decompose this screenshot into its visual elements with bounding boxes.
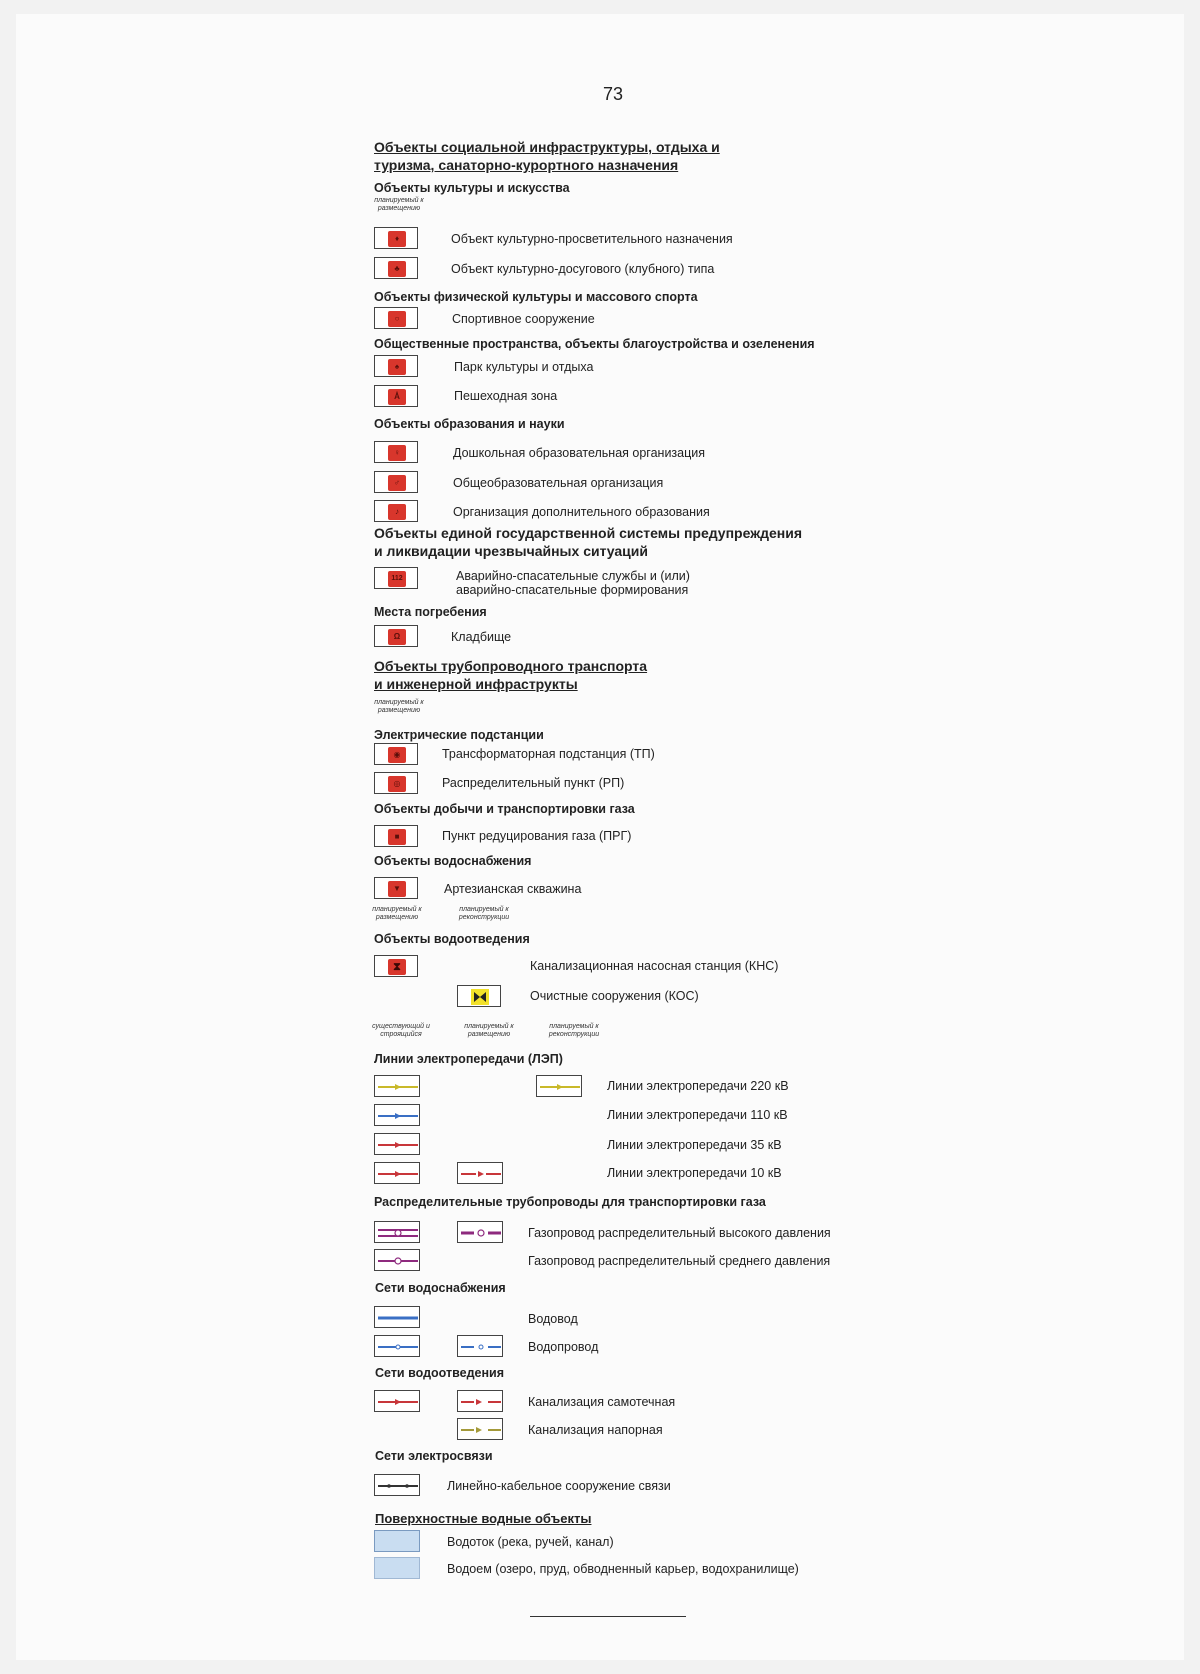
- legend-label: Линии электропередачи 220 кВ: [607, 1079, 789, 1093]
- legend-label: Газопровод распределительный среднего давления: [528, 1254, 831, 1268]
- artesian-well-marker: [374, 877, 418, 899]
- preschool-icon: ♀: [388, 445, 406, 461]
- school-icon: ♂: [388, 475, 406, 491]
- telecom-cable-symbol: [374, 1474, 420, 1496]
- water-pipe-planned-symbol: [457, 1335, 503, 1357]
- section-title-line: и инженерной инфраструкты: [374, 676, 578, 692]
- sport-heading: Объекты физической культуры и массового спорта: [374, 290, 698, 304]
- emergency-marker: [374, 567, 418, 589]
- sewerage-heading: Сети водоотведения: [375, 1366, 504, 1380]
- public-spaces-heading: Общественные пространства, объекты благоустройства и озеленения: [374, 337, 815, 351]
- heading-line: Объекты единой государственной системы предупреждения: [374, 525, 803, 541]
- transformer-substation-marker: [374, 743, 418, 765]
- legend-label: Газопровод распределительный высокого давления: [528, 1226, 831, 1240]
- legend-label: Пешеходная зона: [454, 389, 558, 403]
- gas-point-icon: ■: [388, 829, 406, 845]
- preschool-marker: [374, 441, 418, 463]
- heading-line: и ликвидации чрезвычайных ситуаций: [374, 543, 648, 559]
- water-main-symbol: [374, 1306, 420, 1328]
- section-title-line: Объекты трубопроводного транспорта: [374, 658, 648, 674]
- legend-label: Объект культурно-просветительного назначения: [451, 232, 733, 246]
- legend-label: Линии электропередачи 35 кВ: [607, 1138, 782, 1152]
- gas-high-pressure-planned-symbol: [457, 1221, 503, 1243]
- extra-education-icon: ♪: [388, 504, 406, 520]
- legend-label: Объект культурно-досугового (клубного) типа: [451, 262, 715, 276]
- surface-water-title: Поверхностные водные объекты: [375, 1511, 592, 1526]
- note-reconstruct: планируемый к реконструкции: [458, 906, 510, 921]
- power-220-reconstruct-symbol: [536, 1075, 582, 1097]
- gas-pipelines-heading: Распределительные трубопроводы для транспортировки газа: [374, 1195, 766, 1209]
- education-heading: Объекты образования и науки: [374, 417, 565, 431]
- section-title-line: Объекты социальной инфраструктуры, отдыха и: [374, 139, 720, 155]
- cemetery-marker: [374, 625, 418, 647]
- well-icon: ▼: [388, 881, 406, 897]
- treatment-icon: [471, 989, 489, 1005]
- legend-label: Канализация самотечная: [528, 1395, 676, 1409]
- legend-label: Спортивное сооружение: [452, 312, 595, 326]
- burial-heading: Места погребения: [374, 605, 487, 619]
- legend-label: Водоем (озеро, пруд, обводненный карьер, водохранилище): [447, 1562, 799, 1576]
- culture-education-marker: [374, 227, 418, 249]
- legend-label: Артезианская скважина: [444, 882, 582, 896]
- legend-label: Очистные сооружения (КОС): [530, 989, 699, 1003]
- legend-label: Канализационная насосная станция (КНС): [530, 959, 779, 973]
- distribution-point-marker: [374, 772, 418, 794]
- water-pipe-existing-symbol: [374, 1335, 420, 1357]
- sport-icon: ○: [388, 311, 406, 327]
- gas-medium-pressure-symbol: [374, 1249, 420, 1271]
- water-body-symbol: [374, 1557, 420, 1579]
- gas-heading: Объекты добычи и транспортировки газа: [374, 802, 635, 816]
- power-110-existing-symbol: [374, 1104, 420, 1126]
- sewer-objects-heading: Объекты водоотведения: [374, 932, 530, 946]
- park-marker: [374, 355, 418, 377]
- legend-label: Общеобразовательная организация: [453, 476, 664, 490]
- legend-label: [456, 569, 690, 597]
- legend-label: Линии электропередачи 10 кВ: [607, 1166, 782, 1180]
- water-supply-heading: Сети водоснабжения: [375, 1281, 506, 1295]
- treatment-facility-marker: [457, 985, 501, 1007]
- legend-label: Трансформаторная подстанция (ТП): [442, 747, 655, 761]
- legend-label: Организация дополнительного образования: [453, 505, 710, 519]
- school-marker: [374, 471, 418, 493]
- note-planned: планируемый к размещению: [374, 197, 424, 212]
- label-line: Аварийно-спасательные службы и (или): [456, 569, 690, 583]
- footer-rule: [530, 1616, 686, 1617]
- cemetery-icon: Ω: [388, 629, 406, 645]
- watercourse-symbol: [374, 1530, 420, 1552]
- bowtie-icon: [471, 989, 489, 1005]
- legend-label: Распределительный пункт (РП): [442, 776, 625, 790]
- park-icon: ♠: [388, 359, 406, 375]
- pedestrian-icon: Å: [388, 389, 406, 405]
- section-title-engineering: [374, 657, 647, 693]
- culture-club-marker: [374, 257, 418, 279]
- note-planned: планируемый к размещению: [374, 699, 424, 714]
- power-35-existing-symbol: [374, 1133, 420, 1155]
- note-planned: планируемый к размещению: [372, 906, 422, 921]
- legend-label: Парк культуры и отдыха: [454, 360, 594, 374]
- note-existing: существующий и строящийся: [372, 1023, 430, 1038]
- legend-label: Водоток (река, ручей, канал): [447, 1535, 614, 1549]
- page-number: 73: [603, 84, 624, 104]
- legend-label: Пункт редуцирования газа (ПРГ): [442, 829, 632, 843]
- water-objects-heading: Объекты водоснабжения: [374, 854, 532, 868]
- legend-label: Водопровод: [528, 1340, 599, 1354]
- power-10-existing-symbol: [374, 1162, 420, 1184]
- sport-marker: [374, 307, 418, 329]
- power-220-existing-symbol: [374, 1075, 420, 1097]
- gas-high-pressure-existing-symbol: [374, 1221, 420, 1243]
- legend-label: Канализация напорная: [528, 1423, 663, 1437]
- substations-heading: Электрические подстанции: [374, 728, 544, 742]
- culture-icon: ♦: [388, 231, 406, 247]
- culture-heading: Объекты культуры и искусства: [374, 181, 570, 195]
- label-line: аварийно-спасательные формирования: [456, 583, 689, 597]
- power-lines-heading: Линии электропередачи (ЛЭП): [374, 1052, 563, 1066]
- distribution-icon: ◎: [388, 776, 406, 792]
- club-icon: ♣: [388, 261, 406, 277]
- sewer-gravity-existing-symbol: [374, 1390, 420, 1412]
- transformer-icon: ◉: [388, 747, 406, 763]
- legend-label: Водовод: [528, 1312, 578, 1326]
- legend-label: Линии электропередачи 110 кВ: [607, 1108, 788, 1122]
- note-planned: планируемый к размещению: [464, 1023, 514, 1038]
- legend-label: Линейно-кабельное сооружение связи: [447, 1479, 671, 1493]
- section-title-line: туризма, санаторно-курортного назначения: [374, 157, 679, 173]
- legend-label: Дошкольная образовательная организация: [453, 446, 706, 460]
- power-10-planned-symbol: [457, 1162, 503, 1184]
- telecom-heading: Сети электросвязи: [375, 1449, 493, 1463]
- section-title-social: [374, 138, 720, 174]
- emergency-heading: [374, 524, 802, 560]
- sewer-gravity-planned-symbol: [457, 1390, 503, 1412]
- gas-reduction-marker: [374, 825, 418, 847]
- note-reconstruct: планируемый к реконструкции: [548, 1023, 600, 1038]
- pump-station-icon: ⧗: [388, 959, 406, 975]
- legend-label: Кладбище: [451, 630, 512, 644]
- pedestrian-zone-marker: [374, 385, 418, 407]
- sewer-pump-station-marker: [374, 955, 418, 977]
- extra-education-marker: [374, 500, 418, 522]
- sewer-pressure-planned-symbol: [457, 1418, 503, 1440]
- emergency-112-icon: 112: [388, 571, 406, 587]
